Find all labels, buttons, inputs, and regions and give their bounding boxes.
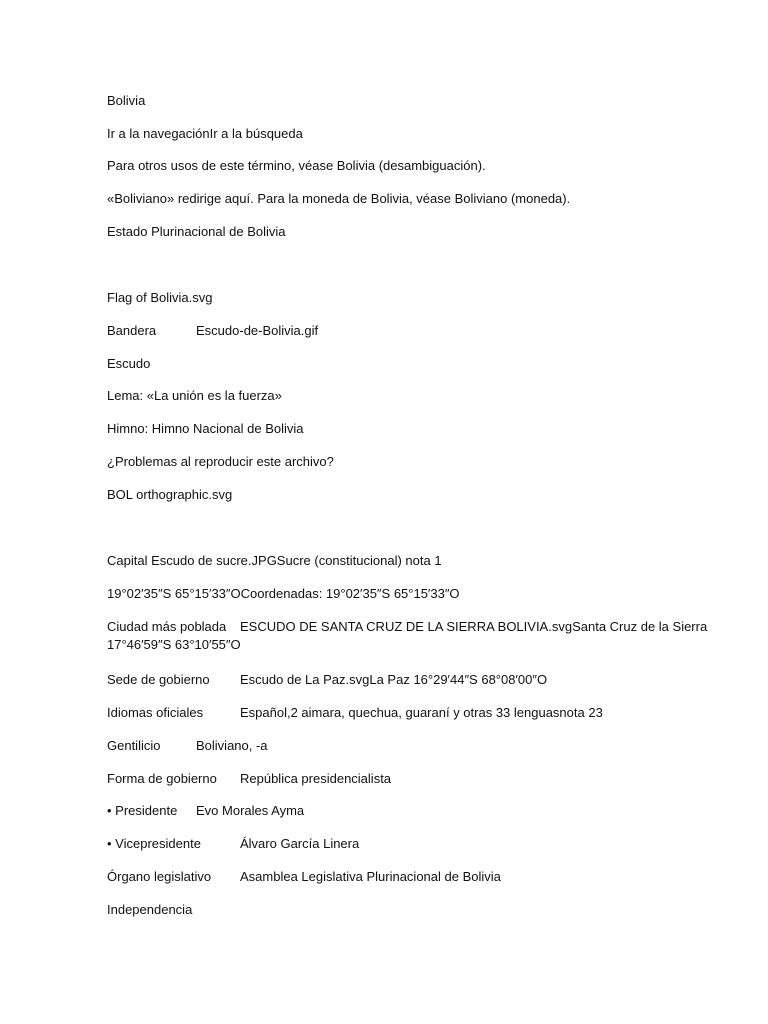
vice-president-value: Álvaro García Linera <box>240 836 360 851</box>
map-file-name: BOL orthographic.svg <box>107 487 233 502</box>
official-languages-label: Idiomas oficiales <box>107 705 204 720</box>
official-languages-row <box>107 705 603 721</box>
motto: Lema: «La unión es la fuerza» <box>107 388 282 403</box>
legislature-value: Asamblea Legislativa Plurinacional de Bolivia <box>240 869 501 884</box>
legislature-label: Órgano legislativo <box>107 869 212 884</box>
largest-city-coordinates: 17°46′59″S 63°10′55″O <box>107 637 241 652</box>
seat-of-government-row <box>107 672 548 688</box>
flag-file-name: Flag of Bolivia.svg <box>107 290 213 305</box>
legislature-row <box>107 869 501 885</box>
seat-of-government-value: Escudo de La Paz.svgLa Paz 16°29′44″S 68°08′00″O <box>240 672 548 687</box>
official-name: Estado Plurinacional de Bolivia <box>107 224 286 239</box>
bandera-label: Bandera <box>107 323 157 338</box>
hatnote-currency: «Boliviano» redirige aquí. Para la moneda de Bolivia, véase Boliviano (moneda). <box>107 191 571 206</box>
escudo-label: Escudo <box>107 356 151 371</box>
president-row <box>107 803 305 819</box>
seat-of-government-label: Sede de gobierno <box>107 672 210 687</box>
capital-row: Capital Escudo de sucre.JPGSucre (constitucional) nota 1 <box>107 553 442 568</box>
president-value: Evo Morales Ayma <box>196 803 305 818</box>
escudo-file-name: Escudo-de-Bolivia.gif <box>196 323 319 338</box>
playback-problems: ¿Problemas al reproducir este archivo? <box>107 454 334 469</box>
demonym-row <box>107 738 268 754</box>
largest-city-row <box>107 619 708 635</box>
demonym-label: Gentilicio <box>107 738 161 753</box>
official-languages-value: Español,2 aimara, quechua, guaraní y otras 33 lenguasnota 23 <box>240 705 603 720</box>
largest-city-value: ESCUDO DE SANTA CRUZ DE LA SIERRA BOLIVIA.svgSanta Cruz de la Sierra <box>240 619 708 634</box>
independence-label: Independencia <box>107 902 193 917</box>
government-form-label: Forma de gobierno <box>107 771 217 786</box>
coordinates-row: 19°02′35″S 65°15′33″OCoordenadas: 19°02′35″S 65°15′33″O <box>107 586 460 601</box>
government-form-row <box>107 771 392 787</box>
government-form-value: República presidencialista <box>240 771 392 786</box>
hatnote-disambiguation: Para otros usos de este término, véase Bolivia (desambiguación). <box>107 158 486 173</box>
navigation-links: Ir a la navegaciónIr a la búsqueda <box>107 126 303 141</box>
largest-city-label: Ciudad más poblada <box>107 619 227 634</box>
anthem: Himno: Himno Nacional de Bolivia <box>107 421 304 436</box>
page-title: Bolivia <box>107 93 146 108</box>
president-label: • Presidente <box>107 803 178 818</box>
vice-president-label: • Vicepresidente <box>107 836 201 851</box>
bandera-row <box>107 323 319 339</box>
vice-president-row <box>107 836 360 852</box>
demonym-value: Boliviano, -a <box>196 738 268 753</box>
